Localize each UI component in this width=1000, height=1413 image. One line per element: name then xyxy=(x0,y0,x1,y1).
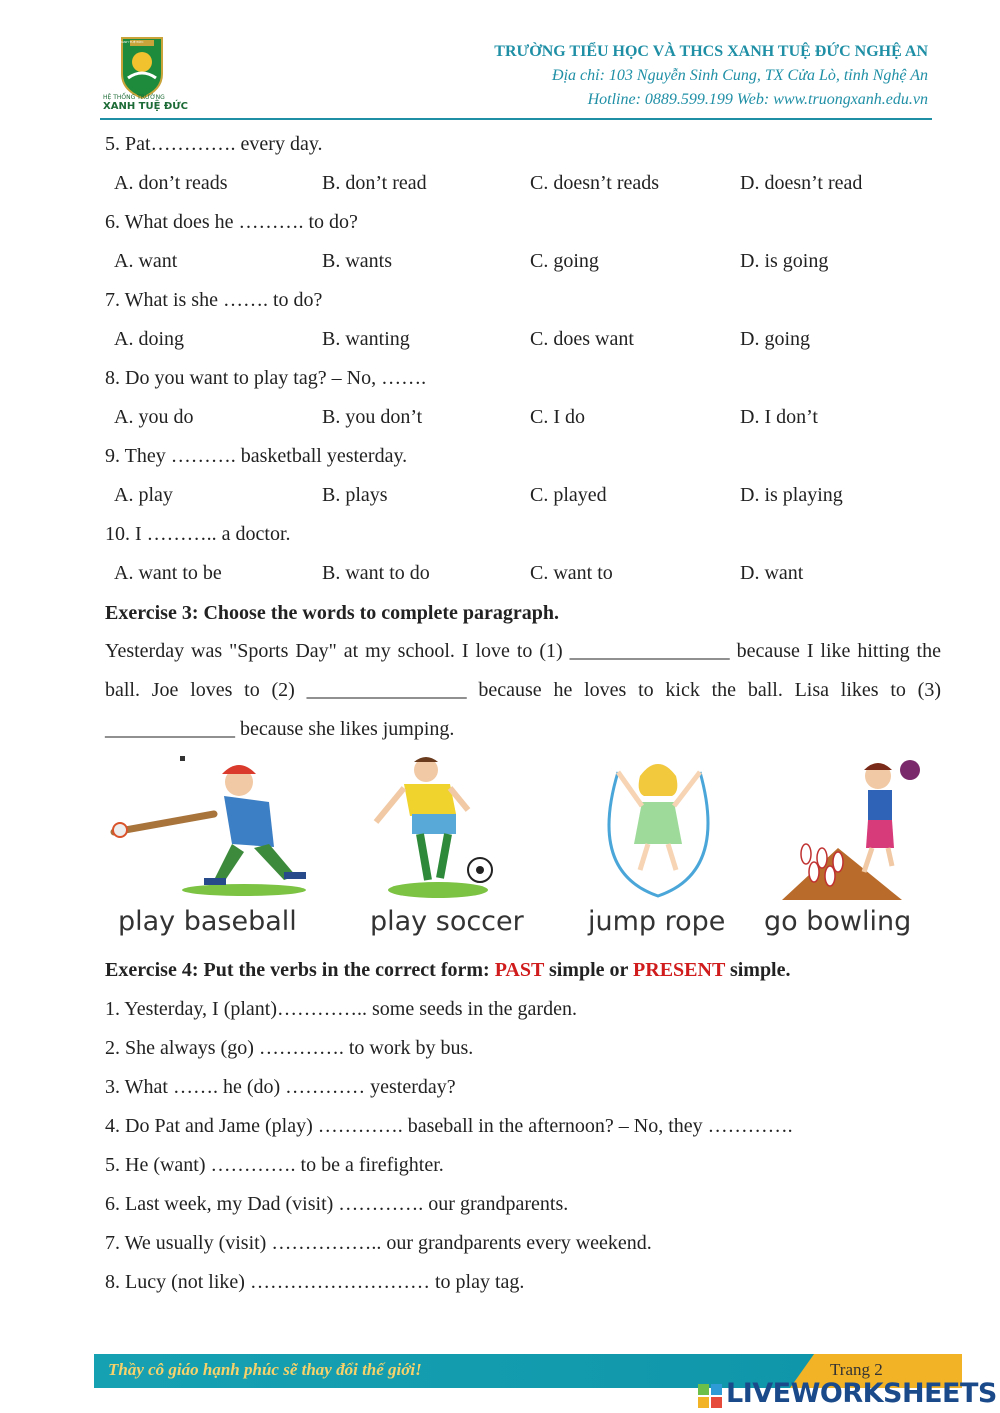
caption-play-baseball: play baseball xyxy=(118,906,297,937)
q6-option-c[interactable]: C. going xyxy=(530,250,599,272)
q8-option-b[interactable]: B. you don’t xyxy=(322,406,423,428)
q9-option-a[interactable]: A. play xyxy=(114,484,173,506)
q8-option-c[interactable]: C. I do xyxy=(530,406,585,428)
ex4-item-4[interactable]: 4. Do Pat and Jame (play) …………. baseball in the afternoon? – No, they …………. xyxy=(105,1115,793,1137)
question-5: 5. Pat…………. every day. xyxy=(105,133,323,155)
ex4-item-6[interactable]: 6. Last week, my Dad (visit) …………. our grandparents. xyxy=(105,1193,569,1215)
soccer-illustration xyxy=(368,752,508,902)
header-divider xyxy=(100,118,932,120)
question-7: 7. What is she ……. to do? xyxy=(105,289,323,311)
q9-option-b[interactable]: B. plays xyxy=(322,484,388,506)
school-hotline: Hotline: 0889.599.199 Web: www.truongxanh.edu.vn xyxy=(587,91,928,108)
present-keyword: PRESENT xyxy=(633,959,725,981)
exercise4-title-part-b: simple or xyxy=(543,959,634,981)
ex4-item-1[interactable]: 1. Yesterday, I (plant)………….. some seeds in the garden. xyxy=(105,998,577,1020)
logo-subtitle: HỆ THỐNG TRƯỜNG xyxy=(103,94,165,101)
q6-option-b[interactable]: B. wants xyxy=(322,250,392,272)
q10-option-d[interactable]: D. want xyxy=(740,562,804,584)
q9-option-d[interactable]: D. is playing xyxy=(740,484,843,506)
caption-go-bowling: go bowling xyxy=(764,906,912,937)
ex4-item-3[interactable]: 3. What ……. he (do) ………… yesterday? xyxy=(105,1076,456,1098)
ex4-item-2[interactable]: 2. She always (go) …………. to work by bus. xyxy=(105,1037,474,1059)
liveworksheets-brand[interactable]: LIVEWORKSHEETS xyxy=(726,1378,997,1409)
question-9: 9. They ………. basketball yesterday. xyxy=(105,445,408,467)
q5-option-c[interactable]: C. doesn’t reads xyxy=(530,172,660,194)
dot-mark xyxy=(180,756,185,761)
footer-motto: Thầy cô giáo hạnh phúc sẽ thay đổi thế giới! xyxy=(108,1360,422,1379)
question-6: 6. What does he ………. to do? xyxy=(105,211,358,233)
ex4-item-7[interactable]: 7. We usually (visit) …………….. our grandparents every weekend. xyxy=(105,1232,652,1254)
bowling-illustration xyxy=(778,752,928,902)
ex4-item-8[interactable]: 8. Lucy (not like) ……………………… to play tag. xyxy=(105,1271,525,1293)
q10-option-c[interactable]: C. want to xyxy=(530,562,613,584)
exercise4-title xyxy=(105,958,791,982)
q5-option-d[interactable]: D. doesn’t read xyxy=(740,172,863,194)
school-info xyxy=(494,40,928,112)
exercise3-title: Exercise 3: Choose the words to complete paragraph. xyxy=(105,602,560,624)
school-name: TRƯỜNG TIỂU HỌC VÀ THCS XANH TUỆ ĐỨC NGHỆ AN xyxy=(494,43,928,60)
baseball-illustration xyxy=(104,752,314,902)
q7-option-a[interactable]: A. doing xyxy=(114,328,184,350)
ex4-item-5[interactable]: 5. He (want) …………. to be a firefighter. xyxy=(105,1154,444,1176)
q5-option-a[interactable]: A. don’t reads xyxy=(114,172,228,194)
q7-option-b[interactable]: B. wanting xyxy=(322,328,410,350)
caption-play-soccer: play soccer xyxy=(370,906,524,937)
q10-option-a[interactable]: A. want to be xyxy=(114,562,222,584)
q7-option-d[interactable]: D. going xyxy=(740,328,810,350)
logo-top-text: XANH TUỆ ĐỨC xyxy=(120,40,144,44)
q9-option-c[interactable]: C. played xyxy=(530,484,607,506)
q5-option-b[interactable]: B. don’t read xyxy=(322,172,427,194)
liveworksheets-logo-icon xyxy=(698,1384,722,1408)
jump-rope-illustration xyxy=(588,752,728,902)
caption-jump-rope: jump rope xyxy=(588,906,726,937)
exercise3-paragraph: Yesterday was "Sports Day" at my school. I love to (1) ________________ because I like hitting the ball. Joe loves to (2) ________________ because he loves to kick the ball. Lisa likes to (3) _____________ because she likes jumping. xyxy=(105,640,941,740)
question-10: 10. I ……….. a doctor. xyxy=(105,523,291,545)
q8-option-d[interactable]: D. I don’t xyxy=(740,406,818,428)
q7-option-c[interactable]: C. does want xyxy=(530,328,634,350)
q10-option-b[interactable]: B. want to do xyxy=(322,562,430,584)
past-keyword: PAST xyxy=(494,959,544,981)
q6-option-d[interactable]: D. is going xyxy=(740,250,829,272)
page-number: Trang 2 xyxy=(830,1360,883,1379)
exercise4-title-part-a: Exercise 4: Put the verbs in the correct form: xyxy=(105,959,495,981)
question-8: 8. Do you want to play tag? – No, ……. xyxy=(105,367,427,389)
exercise4-title-part-c: simple. xyxy=(724,959,791,981)
q6-option-a[interactable]: A. want xyxy=(114,250,178,272)
school-address: Địa chỉ: 103 Nguyễn Sinh Cung, TX Cửa Lò, tỉnh Nghệ An xyxy=(552,67,928,84)
q8-option-a[interactable]: A. you do xyxy=(114,406,194,428)
logo-name: XANH TUỆ ĐỨC xyxy=(103,101,188,112)
